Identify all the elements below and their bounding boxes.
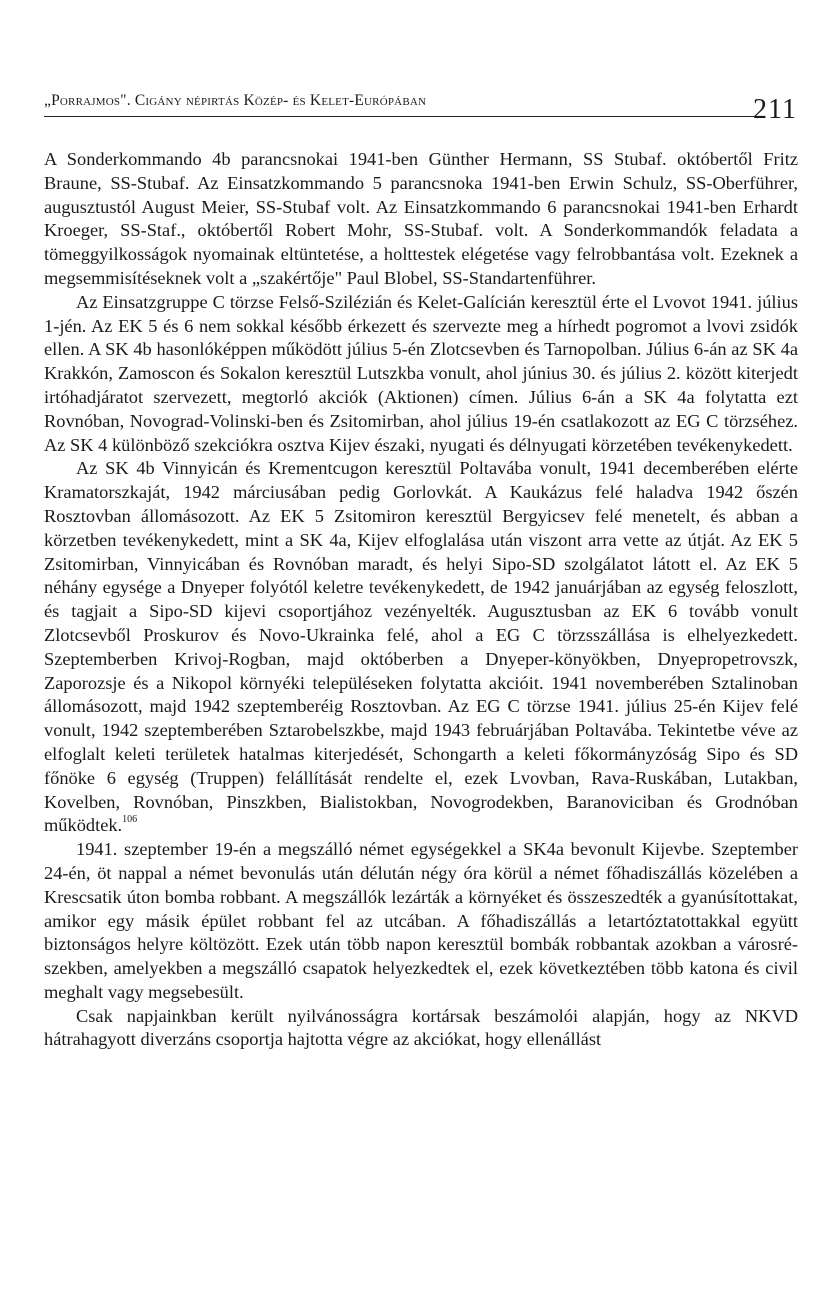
paragraph-1: A Sonderkommando 4b parancsnokai 1941-ben Günther Hermann, SS Stubaf. októbertől Fritz Braune, SS-Stubaf. Az Einsatzkommando 5 parancsnoka 1941-ben Erwin Schulz, SS-Oberführer, augusztustól August Meier, SS-Stubaf volt. Az Einsatzkommando 6 parancsnokai 1941-ben Erhardt Kroeger, SS-Staf., októbertől Robert Mohr, SS-Stubaf. volt. A Sonderkommandók feladata a tömeggyilkosságok nyomainak eltüntetése, a holttestek elégetése vagy felrobbantása volt. Ezeknek a megsemmisítéseknek volt a „szakértője" Paul Blobel, SS-Standartenführer. [44, 149, 798, 288]
header-rule [44, 116, 762, 117]
page-header [44, 92, 797, 132]
body-text [44, 148, 798, 1052]
paragraph-2: Az Einsatzgruppe C törzse Felső-Szilézián és Kelet-Galícián keresztül érte el Lvovot 1941. július 1-jén. Az EK 5 és 6 nem sokkal később érkezett és szervezte meg a hírhedt pogromot a lvovi zsidók ellen. A SK 4b hasonlóképpen működött július 5-én Zlotcsevben és Tarnopolban. Július 6-án az SK 4a Krakkón, Zamoscon és Sokalon keresztül Lutszkba vonult, ahol június 30. és július 2. között kiterjedt irtóhadjáratot szervezett, megtorló akciók (Aktionen) címen. Július 6-án a SK 4a folytatta ezt Rovnóban, Novograd-Volinski-ben és Zsitomirban, ahol július 19-én csatlakozott az EG C törzséhez. Az SK 4 különböző szekciókra osztva Kijev északi, nyugati és délnyugati körzetében tevékenykedett. [44, 291, 798, 455]
footnote-marker: 106 [122, 814, 138, 826]
page-number: 211 [753, 94, 797, 125]
paragraph-5: Csak napjainkban került nyilvánosságra kortársak beszámolói alapján, hogy az NKVD hátrahagyott diverzáns csoportja hajtotta végre az akciókat, hogy ellenállást [44, 1005, 798, 1050]
paragraph-3-text: Az SK 4b Vinnyicán és Krementcugon keresztül Poltavába vonult, 1941 decemberében elérte Kramatorszkaját, 1942 márciusában pedig Gorlovkát. A Kaukázus felé haladva 1942 őszén Rosztovban állomásozott. Az EK 5 Zsitomiron keresztül Bergyicsev felé menetelt, és abban a körzetben tevékenykedett, mint a SK 4a, Kijev elfoglalása után viszont arra vette az útját. Az EK 5 Zsitomirban, Vinnyicában és Rovnóban maradt, és helyi Sipo-SD szolgálatot látott el. Az EK 5 néhány egysége a Dnyeper folyótól keletre tevékenykedett, de 1942 januárjában az egység feloszlott, és tagjait a Sipo-SD kijevi csoportjához vezényelték. Augusztusban az EK 6 tovább vonult Zlotcsevből Proskurov és Novo-Ukrainka felé, ahol a EG C törzsszállása is elhelyezkedett. Szeptemberben Krivoj-Rogban, majd októberben a Dnyeper-könyökben, Dnyepropetrovszk, Zaporozsje és a Nikopol környéki településeken folytatta akcióit. 1941 novemberében Sztalinoban állomásozott, majd 1942 szeptemberéig Rosztovban. Az EG C törzse 1941. július 25-én Kijev felé vonult, 1942 szeptemberében Sztarobelszkbe, majd 1943 februárjában Poltavába. Tekintetbe véve az elfoglalt keleti területek hatalmas kiterjedését, Schongarth a keleti főkormányzóság Sipo és SD főnöke 6 egység (Truppen) felállítását rendelte el, ezek Lvovban, Rava-Ruskában, Lutakban, Kovelben, Rovnóban, Pinszkben, Bialistokban, Novogrodekben, Baranoviciban és Grodnóban működtek. [44, 458, 798, 836]
paragraph-4: 1941. szeptember 19-én a megszálló német egységekkel a SK4a bevonult Kijevbe. Szeptember 24-én, öt nappal a német bevonulás után délután négy óra körül a német főhadiszállás közelében a Krescsatik úton bomba robbant. A megszállók lezárták a környéket és összeszedték a gyanúsítottakat, amikor egy másik épület robbant fel az utcában. A főhadiszállás a letartóztatottakkal együtt biztonságos helyre költözött. Ezek után több napon keresztül bombák robbantak azokban a városrészekben, amelyekben a megszálló csapatok helyezkedtek el, ezek következtében több katona és civil meghalt vagy megsebesült. [44, 839, 798, 1002]
running-title: „Porrajmos". Cigány népirtás Közép- és Kelet-Európában [44, 92, 427, 109]
paragraph-3 [44, 457, 798, 838]
